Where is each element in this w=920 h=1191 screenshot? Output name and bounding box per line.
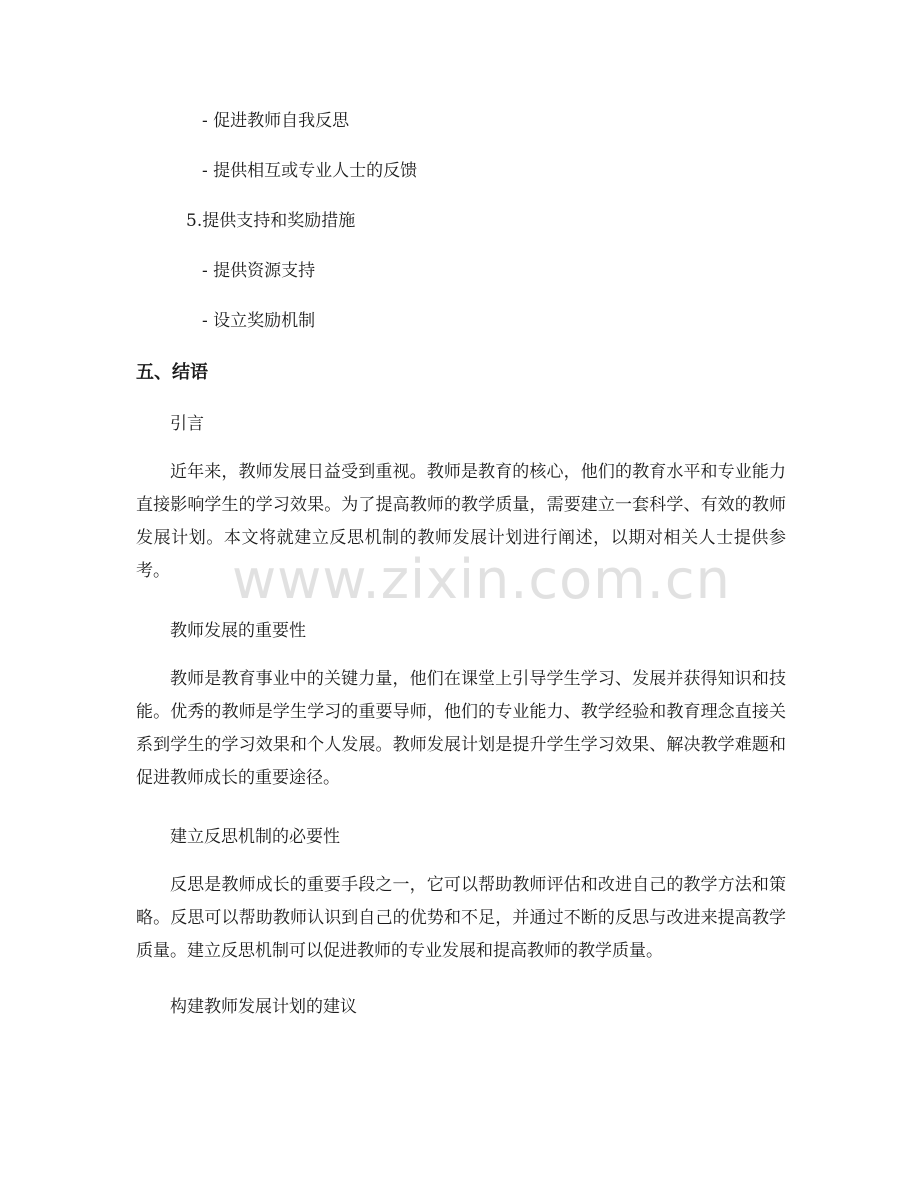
subheading-suggestions: 构建教师发展计划的建议 <box>170 997 357 1017</box>
bullet-feedback: - 提供相互或专业人士的反馈 <box>202 161 418 181</box>
list-item-5: 5.提供支持和奖励措施 <box>186 211 356 231</box>
section-heading-conclusion: 五、结语 <box>136 362 208 383</box>
subheading-necessity: 建立反思机制的必要性 <box>170 827 340 847</box>
watermark: www.zixin.com.cn <box>232 548 731 611</box>
paragraph-importance: 教师是教育事业中的关键力量，他们在课堂上引导学生学习、发展并获得知识和技能。优秀的教师是学生学习的重要导师，他们的专业能力、教学经验和教育理念直接关系到学生的学习效果和个人发展。教师发展计划是提升学生学习效果、解决教学难题和促进教师成长的重要途径。 <box>136 669 786 788</box>
paragraph-necessity: 反思是教师成长的重要手段之一，它可以帮助教师评估和改进自己的教学方法和策略。反思可以帮助教师认识到自己的优势和不足，并通过不断的反思与改进来提高教学质量。建立反思机制可以促进教师的专业发展和提高教师的教学质量。 <box>136 875 786 961</box>
bullet-reward-mechanism: - 设立奖励机制 <box>202 311 316 331</box>
paragraph-intro: 近年来，教师发展日益受到重视。教师是教育的核心，他们的教育水平和专业能力直接影响学生的学习效果。为了提高教师的教学质量，需要建立一套科学、有效的教师发展计划。本文将就建立反思机制的教师发展计划进行阐述，以期对相关人士提供参考。 <box>136 462 786 581</box>
bullet-resource-support: - 提供资源支持 <box>202 261 316 281</box>
subheading-importance: 教师发展的重要性 <box>170 621 306 641</box>
subheading-intro: 引言 <box>170 414 204 434</box>
bullet-promote-reflection: - 促进教师自我反思 <box>202 111 350 131</box>
